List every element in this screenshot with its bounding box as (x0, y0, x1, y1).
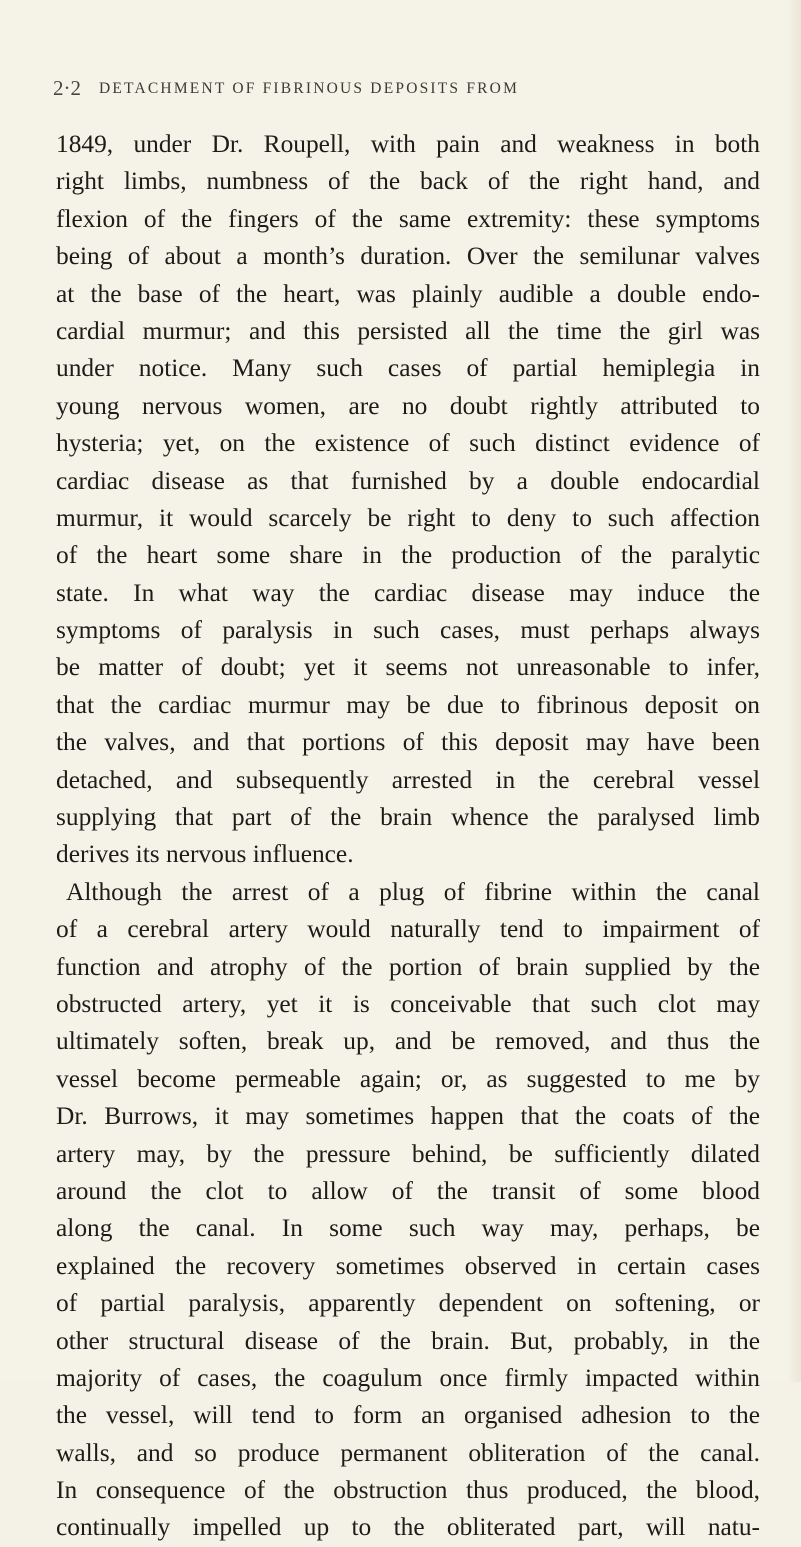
text-line: flexion of the fingers of the same extremity: these symptoms (56, 204, 760, 233)
text-line: continually impelled up to the obliterated part, will natu- (56, 1513, 760, 1542)
text-line: under notice. Many such cases of partial hemiplegia in (56, 354, 760, 383)
text-line: ultimately soften, break up, and be removed, and thus the (56, 1027, 760, 1056)
text-line: the vessel, will tend to form an organised adhesion to the (56, 1401, 760, 1430)
text-line: detached, and subsequently arrested in the cerebral vessel (56, 765, 760, 794)
text-line: majority of cases, the coagulum once firmly impacted within (56, 1363, 760, 1392)
text-line: at the base of the heart, was plainly audible a double endo- (56, 279, 760, 308)
text-line: of the heart some share in the production of the paralytic (56, 541, 760, 570)
text-line: cardiac disease as that furnished by a double endocardial (56, 466, 760, 495)
text-line: state. In what way the cardiac disease may induce the (56, 578, 760, 607)
text-line: of a cerebral artery would naturally tend to impairment of (56, 915, 760, 944)
text-line: artery may, by the pressure behind, be sufficiently dilated (56, 1139, 760, 1168)
text-line-paragraph-start: Although the arrest of a plug of fibrine within the canal (66, 877, 760, 906)
text-line: around the clot to allow of the transit of some blood (56, 1176, 760, 1205)
text-line: walls, and so produce permanent obliteration of the canal. (56, 1438, 760, 1467)
text-line: function and atrophy of the portion of brain supplied by the (56, 952, 760, 981)
text-line: cardial murmur; and this persisted all the time the girl was (56, 316, 760, 345)
text-line-paragraph-end: derives its nervous influence. (56, 840, 354, 869)
text-line: supplying that part of the brain whence the paralysed limb (56, 803, 760, 832)
text-line: that the cardiac murmur may be due to fibrinous deposit on (56, 690, 760, 719)
text-line: other structural disease of the brain. But, probably, in the (56, 1326, 760, 1355)
text-line: symptoms of paralysis in such cases, must perhaps always (56, 616, 760, 645)
page-header (53, 76, 753, 110)
text-line: vessel become permeable again; or, as suggested to me by (56, 1064, 760, 1093)
text-line: be matter of doubt; yet it seems not unreasonable to infer, (56, 653, 760, 682)
text-line: explained the recovery sometimes observed in certain cases (56, 1251, 760, 1280)
text-line: murmur, it would scarcely be right to deny to such affection (56, 503, 760, 532)
text-line: being of about a month’s duration. Over the semilunar valves (56, 242, 760, 271)
text-line: the valves, and that portions of this deposit may have been (56, 728, 760, 757)
text-line: 1849, under Dr. Roupell, with pain and weakness in both (56, 130, 760, 158)
text-line: along the canal. In some such way may, perhaps, be (56, 1214, 760, 1243)
running-title: DETACHMENT OF FIBRINOUS DEPOSITS FROM (99, 80, 520, 97)
page-edge-shadow (787, 0, 801, 1382)
text-line: of partial paralysis, apparently dependent on softening, or (56, 1289, 760, 1318)
page-number: 2·2 (53, 76, 81, 100)
text-line: obstructed artery, yet it is conceivable that such clot may (56, 989, 760, 1018)
text-line: hysteria; yet, on the existence of such distinct evidence of (56, 429, 760, 458)
text-line: right limbs, numbness of the back of the right hand, and (56, 167, 760, 196)
text-line: Dr. Burrows, it may sometimes happen that the coats of the (56, 1102, 760, 1131)
text-line: In consequence of the obstruction thus produced, the blood, (56, 1476, 760, 1505)
body-text (56, 126, 760, 1547)
text-line: young nervous women, are no doubt rightly attributed to (56, 391, 760, 420)
